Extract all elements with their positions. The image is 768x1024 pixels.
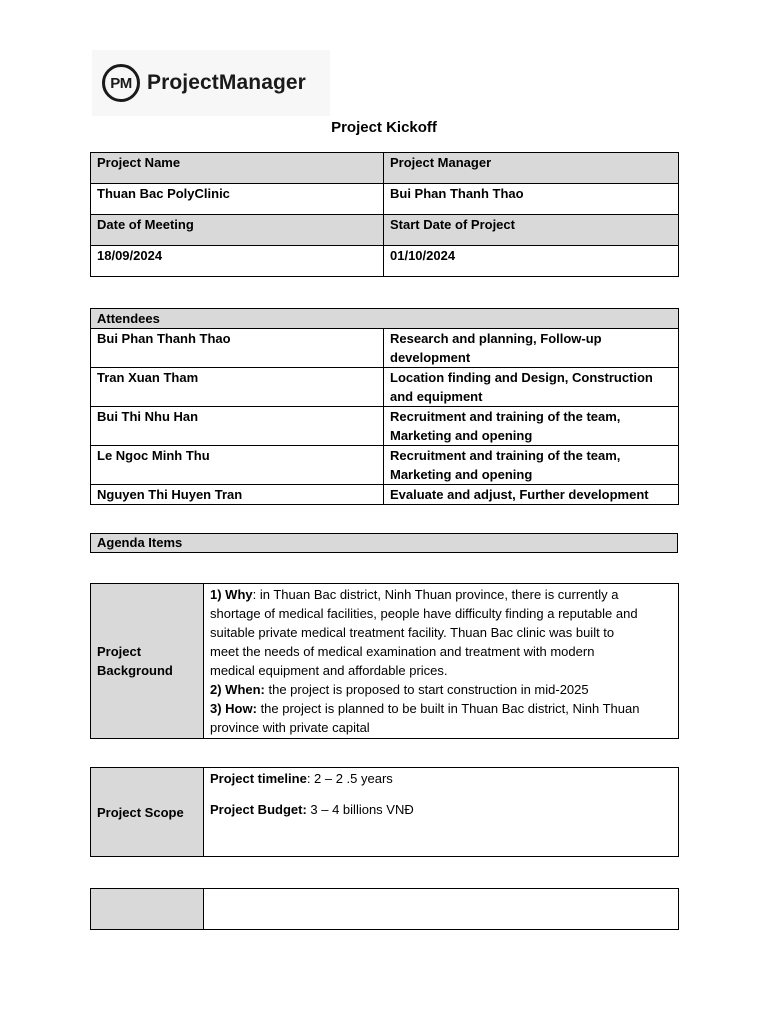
agenda-table bbox=[90, 533, 678, 553]
project-background-content: 1) Why: in Thuan Bac district, Ninh Thuan province, there is currently a shortage of medical facilities, people have difficulty finding a reputable and suitable private medical treatment facility. Thuan Bac clinic was built to meet the needs of medical examination and treatment with modern medical equipment and affordable prices. 2) When: the project is proposed to start construction in mid-2025 3) How: the project is planned to be built in Thuan Bac district, Ninh Thuan province with private capital bbox=[204, 584, 679, 739]
attendee-role: Research and planning, Follow-up development bbox=[384, 329, 679, 368]
attendee-name: Tran Xuan Tham bbox=[91, 368, 384, 407]
table-row bbox=[91, 446, 679, 485]
table-row bbox=[91, 246, 679, 277]
timeline-value: : 2 – 2 .5 years bbox=[306, 771, 393, 786]
table-row bbox=[91, 329, 679, 368]
project-scope-content bbox=[204, 768, 679, 857]
table-row bbox=[91, 485, 679, 505]
project-scope-label: Project Scope bbox=[91, 768, 204, 857]
start-date-header: Start Date of Project bbox=[384, 215, 679, 246]
attendee-name: Bui Phan Thanh Thao bbox=[91, 329, 384, 368]
table-row bbox=[91, 407, 679, 446]
table-row bbox=[91, 584, 679, 739]
table-row bbox=[91, 309, 679, 329]
date-of-meeting-header: Date of Meeting bbox=[91, 215, 384, 246]
agenda-header: Agenda Items bbox=[91, 534, 678, 553]
project-name-value: Thuan Bac PolyClinic bbox=[91, 184, 384, 215]
logo-text: ProjectManager bbox=[147, 71, 306, 94]
project-background-label: Project Background bbox=[91, 584, 204, 739]
how-label: 3) How: bbox=[210, 701, 257, 716]
why-label: 1) Why bbox=[210, 587, 253, 602]
project-info-table bbox=[90, 152, 679, 277]
empty-table bbox=[90, 888, 679, 930]
projectmanager-logo bbox=[92, 50, 330, 116]
empty-label-cell bbox=[91, 889, 204, 930]
attendee-role: Evaluate and adjust, Further development bbox=[384, 485, 679, 505]
page-title: Project Kickoff bbox=[331, 119, 437, 136]
table-row bbox=[91, 889, 679, 930]
attendees-table bbox=[90, 308, 679, 505]
attendee-role: Location finding and Design, Construction and equipment bbox=[384, 368, 679, 407]
table-row bbox=[91, 534, 678, 553]
project-scope-table bbox=[90, 767, 679, 857]
table-row bbox=[91, 215, 679, 246]
project-manager-value: Bui Phan Thanh Thao bbox=[384, 184, 679, 215]
table-row bbox=[91, 184, 679, 215]
start-date-value: 01/10/2024 bbox=[384, 246, 679, 277]
when-label: 2) When: bbox=[210, 682, 265, 697]
table-row bbox=[91, 153, 679, 184]
pm-logo-icon: PM bbox=[102, 64, 140, 102]
attendee-role: Recruitment and training of the team, Marketing and opening bbox=[384, 407, 679, 446]
project-name-header: Project Name bbox=[91, 153, 384, 184]
project-manager-header: Project Manager bbox=[384, 153, 679, 184]
project-background-table bbox=[90, 583, 679, 739]
budget-value: 3 – 4 billions VNĐ bbox=[306, 802, 414, 817]
empty-content-cell bbox=[204, 889, 679, 930]
budget-label: Project Budget: bbox=[210, 802, 307, 817]
attendee-name: Nguyen Thi Huyen Tran bbox=[91, 485, 384, 505]
attendees-header: Attendees bbox=[91, 309, 679, 329]
date-of-meeting-value: 18/09/2024 bbox=[91, 246, 384, 277]
table-row bbox=[91, 768, 679, 857]
timeline-label: Project timeline bbox=[210, 771, 307, 786]
attendee-name: Le Ngoc Minh Thu bbox=[91, 446, 384, 485]
attendee-name: Bui Thi Nhu Han bbox=[91, 407, 384, 446]
attendee-role: Recruitment and training of the team, Marketing and opening bbox=[384, 446, 679, 485]
table-row bbox=[91, 368, 679, 407]
